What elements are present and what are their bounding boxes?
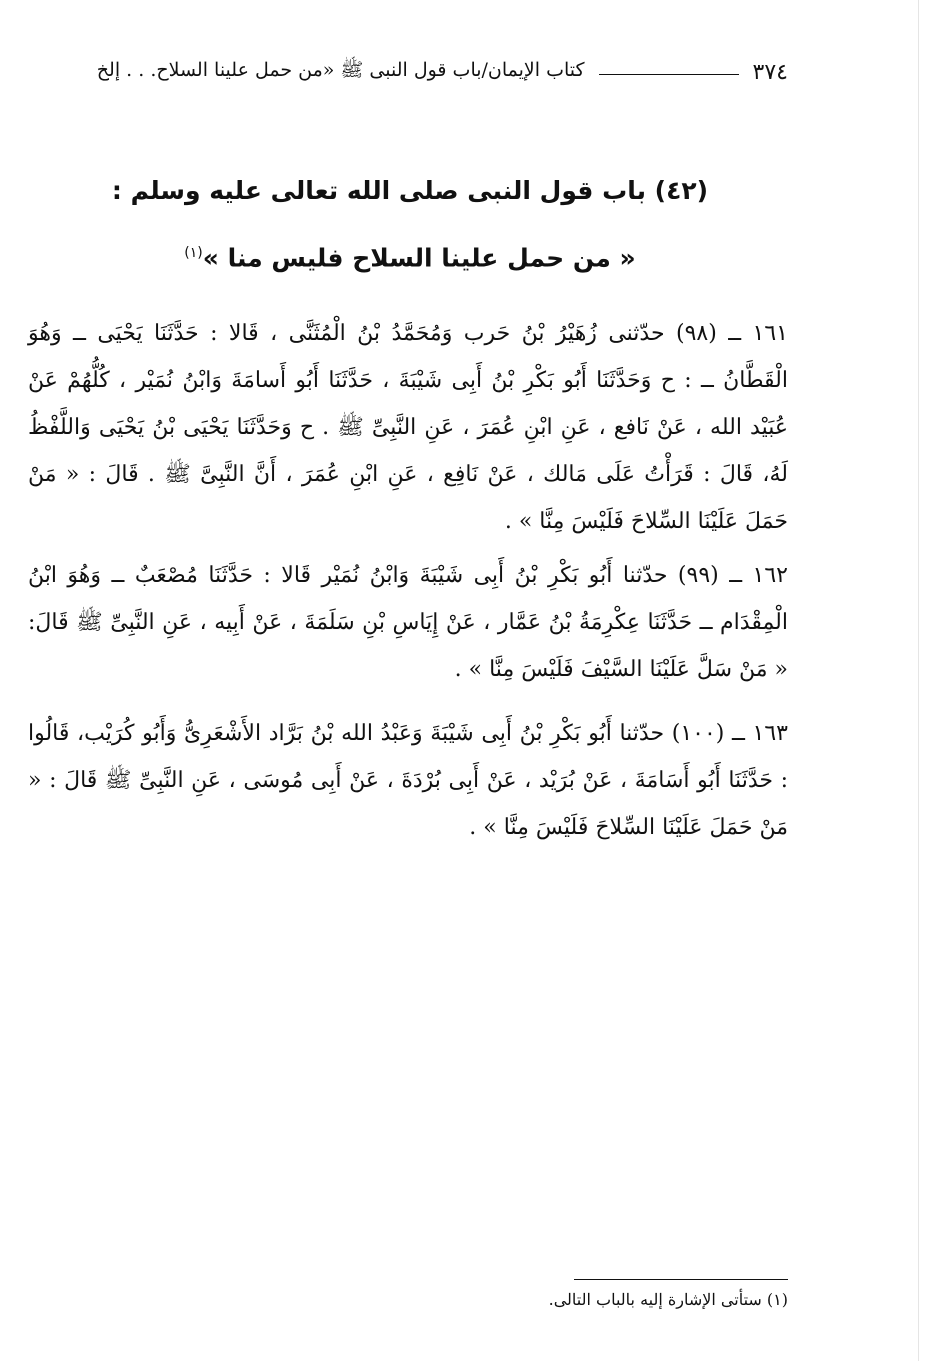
footnote-1: (١) ستأتى الإشارة إليه بالباب التالى. xyxy=(548,1290,788,1309)
hadith-163: ١٦٣ ــ (١٠٠) حدّثنا أَبُو بَكْرِ بْنُ أَبِى شَيْبَةَ وَعَبْدُ الله بْنُ بَرَّاد الأَشْعَرِىُّ وَأَبُو كُرَيْب، قَالُوا : حَدَّثَنَا أَبُو أَسَامَةَ ، عَنْ بُرَيْد ، عَنْ أَبِى بُرْدَةَ ، عَنْ أَبِى مُوسَى ، عَنِ النَّبِىِّ ﷺ قَالَ : « مَنْ حَمَلَ عَلَيْنَا السِّلاحَ فَلَيْسَ مِنَّا » . xyxy=(28,721,788,840)
footnote-rule xyxy=(574,1279,788,1280)
footnote-marker: (١) xyxy=(184,245,203,261)
chapter-subtitle xyxy=(60,222,760,289)
running-header xyxy=(28,52,788,92)
hadith-162: ١٦٢ ــ (٩٩) حدّثنا أَبُو بَكْرِ بْنُ أَبِى شَيْبَةَ وَابْنُ نُمَيْر قَالا : حَدَّثَنَا مُصْعَبٌ ــ وَهُوَ ابْنُ الْمِقْدَام ــ حَدَّثَنَا عِكْرِمَةُ بْنُ عَمَّار ، عَنْ إِيَاسِ بْنِ سَلَمَةَ ، عَنْ أَبِيه ، عَنِ النَّبِىِّ ﷺ قَالَ: « مَنْ سَلَّ عَلَيْنَا السَّيْفَ فَلَيْسَ مِنَّا » . xyxy=(28,563,788,682)
page-number: ٣٧٤ xyxy=(752,59,788,85)
hadith-161: ١٦١ ــ (٩٨) حدّثنى زُهَيْرُ بْنُ حَرب وَمُحَمَّدُ بْنُ الْمُثَنَّى ، قَالا : حَدَّثَنَا يَحْيَى ــ وَهُوَ الْقَطَّانُ ــ : ح وَحَدَّثَنَا أَبُو بَكْرِ بْنُ أَبِى شَيْبَةَ ، حَدَّثَنَا أَبُو أَسامَةَ وَابْنُ نُمَيْر ، كُلُّهُمْ عَنْ عُبَيْد الله ، عَنْ نَافع ، عَنِ ابْنِ عُمَرَ ، عَنِ النَّبِىِّ ﷺ . ح وَحَدَّثَنَا يَحْيَى بْنُ يَحْيَى وَاللَّفْظُ لَهُ، قَالَ : قَرَأْتُ عَلَى مَالك ، عَنْ نَافِع ، عَنِ ابْنِ عُمَرَ ، أَنَّ النَّبِىَّ ﷺ . قَالَ : « مَنْ حَمَلَ عَلَيْنَا السِّلاحَ فَلَيْسَ مِنَّا » . xyxy=(28,321,788,534)
running-header-title: كتاب الإيمان/باب قول النبى ﷺ «من حمل علينا السلاح. . . إلخ xyxy=(96,59,585,81)
chapter-title: (٤٢) باب قول النبى صلى الله تعالى عليه وسلم : xyxy=(111,176,709,205)
chapter-subtitle-text: « من حمل علينا السلاح فليس منا » xyxy=(202,243,636,273)
header-rule xyxy=(599,74,739,75)
scan-edge xyxy=(918,0,919,1361)
chapter-heading xyxy=(60,160,760,289)
